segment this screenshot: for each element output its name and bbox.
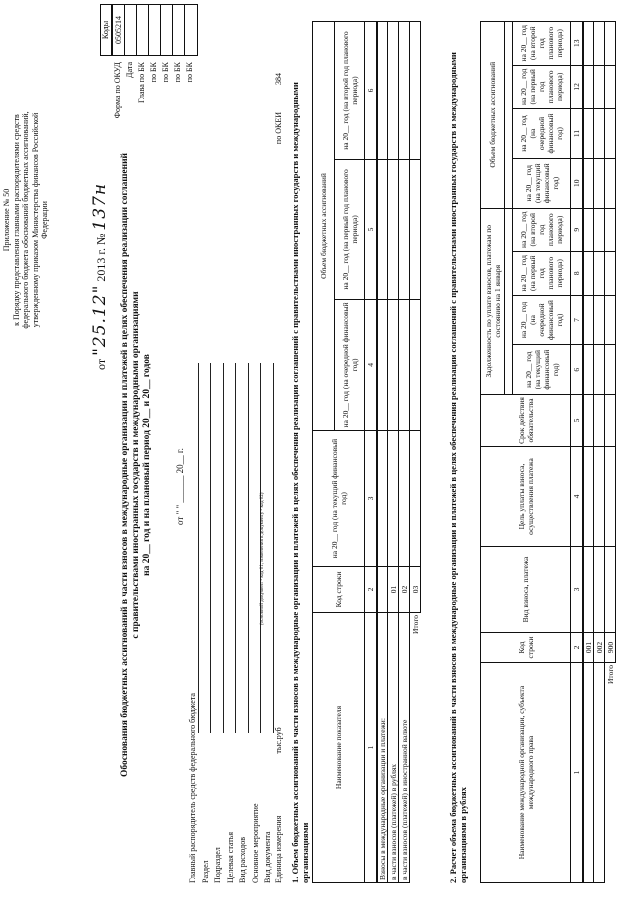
row-code: 01 [388,567,399,613]
column-number: 1 [571,663,583,883]
column-number: 5 [571,395,583,447]
col-v2-header: на 20__ год (на очередной финансовый год) [513,109,571,159]
column-number: 7 [571,295,583,345]
field-line[interactable] [198,363,199,733]
code-label: Глава по БК [137,62,146,103]
value-cell[interactable] [583,547,594,633]
value-cell[interactable] [388,160,399,300]
order-prefix: от [94,358,108,370]
column-number: 3 [571,547,583,633]
value-cell[interactable] [594,208,605,251]
value-cell[interactable] [583,158,594,208]
code-label: по БК [161,62,170,83]
value-cell[interactable] [410,299,421,430]
total-code: 03 [410,567,421,613]
field-line[interactable] [210,363,211,733]
section2-table [480,21,616,883]
code-label: по БК [173,62,182,83]
appendix-line: к Порядку представления главными распорядителями средств [11,114,21,326]
field-label: Основное мероприятие [250,803,260,883]
value-cell[interactable] [594,547,605,633]
column-number: 13 [571,22,583,66]
value-cell[interactable] [594,295,605,345]
table-row [399,22,410,883]
column-number: 4 [365,299,377,430]
value-cell[interactable] [605,65,616,109]
value-cell[interactable] [583,22,594,66]
row-name: в части взносов (платежей) в рублях [388,613,399,883]
value-cell[interactable] [605,547,616,633]
table-row [388,22,399,883]
field-row [213,363,226,883]
table-row [377,22,388,883]
col-code-header: Код строки [481,633,571,663]
field-row [226,363,239,883]
value-cell[interactable] [594,109,605,159]
unit-label: Единица измерения [274,815,283,883]
value-cell[interactable] [605,109,616,159]
codes-box [112,4,198,56]
appendix-line: утвержденному приказом Министерства финансов Российской [30,112,40,328]
document-title [120,85,153,845]
value-cell[interactable] [399,22,410,160]
col-term-header: Срок действия обязательства [481,395,571,447]
total-row [410,22,421,883]
section1-title: 1. Объем бюджетных ассигнований в части взносов в международные организации и платежей в целях обеспечения реализации соглашений с правительствами иностранных государств и международными организациями [290,82,310,883]
value-cell[interactable] [594,22,605,66]
column-number: 3 [365,431,377,567]
row-code [377,567,388,613]
value-cell[interactable] [388,431,399,567]
value-cell[interactable] [377,299,388,430]
value-cell[interactable] [377,431,388,567]
section2-title: 2. Расчет объема бюджетных ассигнований в части взносов в международные организации и платежей в целях обеспечения реализации соглашений с правительствами иностранных государств и международными организациями в рублях [448,52,468,883]
col-y1-header: на 20__ год (на текущий финансовый год) [313,431,365,567]
field-label: Целевая статья [225,831,235,883]
value-cell[interactable] [583,447,594,547]
value-cell[interactable] [583,295,594,345]
value-cell[interactable] [594,158,605,208]
column-number: 1 [365,613,377,883]
col-v3-header: на 20__ год (на первый год планового периода) [513,65,571,109]
field-line[interactable] [223,363,224,733]
value-cell[interactable] [399,160,410,300]
order-reference [90,40,110,370]
col-v1-header: на 20__ год (на текущий финансовый год) [513,158,571,208]
field-row [188,363,201,883]
column-number: 8 [571,252,583,296]
unit-value: тыс.руб [274,727,283,754]
code-value [161,5,173,55]
column-number: 10 [571,158,583,208]
col-d3-header: на 20__ год (на первый год планового периода) [513,252,571,296]
table-row [583,22,594,883]
total-label: Итого [410,613,421,883]
value-cell[interactable] [605,252,616,296]
col-debt-header: Задолженность по уплате взносов, платежам по состоянию на 1 января [481,208,505,394]
row-code: 002 [594,633,605,663]
code-value [185,5,197,55]
value-cell[interactable] [605,208,616,251]
column-number: 5 [365,160,377,300]
value-cell[interactable] [594,65,605,109]
column-number: 12 [571,65,583,109]
column-number: 2 [571,633,583,663]
value-cell[interactable] [399,431,410,567]
okei-value: 384 [274,73,283,85]
value-cell[interactable] [605,345,616,395]
title-line: с правительствами иностранных государств и международными организациями [131,291,141,639]
title-line: на 20__ год и на плановый период 20__ и 20__ годов [142,354,152,576]
appendix-block [2,0,50,440]
col-kind-header: Вид взноса, платежа [481,547,571,633]
total-row [605,22,616,883]
okei-row [274,56,283,144]
value-cell[interactable] [594,395,605,447]
code-value [149,5,161,55]
code-label: по БК [149,62,158,83]
col-d1-header: на 20__ год (на текущий финансовый год) [513,345,571,395]
code-label: Дата [125,62,134,78]
value-cell[interactable] [377,22,388,160]
title-line: Обоснования бюджетных ассигнований в части взносов в международные организации и платежей в целях обеспечения реализации соглашений [120,152,130,778]
row-name: в части взносов (платежей) в иностранной валюте [399,613,410,883]
code-value [137,5,149,55]
unit-row [274,727,283,883]
value-cell[interactable] [583,252,594,296]
column-number: 6 [571,345,583,395]
value-cell[interactable] [377,160,388,300]
field-line[interactable] [248,363,249,733]
value-cell[interactable] [410,22,421,160]
column-number: 6 [365,22,377,160]
row-code: 02 [399,567,410,613]
total-code: 900 [605,633,616,663]
order-year: 2013 г. № [94,233,108,282]
document-date: от " " ______ 20__ г. [175,448,185,525]
col-code-header: Код строки [313,567,365,613]
column-number: 2 [365,567,377,613]
col-y3-header: на 20__ год (на первый год планового периода) [335,160,365,300]
appendix-number: Приложение № 50 [2,188,11,252]
appendix-line: федерального бюджета обоснований бюджетных ассигнований, [21,111,30,329]
col-volume-header: Объем бюджетных ассигнований [481,22,505,209]
value-cell[interactable] [605,295,616,345]
code-value [125,5,137,55]
col-org-header: Наименование международной организации, субъекта международного права [481,663,571,883]
value-cell[interactable] [388,299,399,430]
column-number: 11 [571,109,583,159]
value-cell[interactable] [410,431,421,567]
column-number: 9 [571,208,583,251]
col-volume-header: Объем бюджетных ассигнований [313,22,335,431]
col-name-header: Наименование показателя [313,613,365,883]
value-cell[interactable] [583,65,594,109]
value-cell[interactable] [583,208,594,251]
col-d2-header: на 20__ год (на очередной финансовый год) [513,295,571,345]
code-label: по БК [185,62,194,83]
col-y2-header: на 20__ год (на очередной финансовый год) [335,299,365,430]
col-purpose-header: Цель уплаты взноса, осуществления платежа [481,447,571,547]
total-label: Итого [605,663,616,883]
column-number: 4 [571,447,583,547]
col-y4-header: на 20__ год (на второй год планового периода) [335,22,365,160]
col-d4-header: на 20__ год (на второй год планового периода) [513,208,571,251]
field-label: Главный распорядитель средств федерального бюджета [188,693,197,883]
org-cell[interactable] [594,663,605,883]
section1-table [312,21,421,883]
value-cell[interactable] [594,345,605,395]
field-label: Вид документа [263,831,272,883]
org-cell[interactable] [583,663,594,883]
field-line[interactable] [273,363,274,733]
value-cell[interactable] [594,447,605,547]
code-value: 0505214 [113,5,125,55]
order-number: 137н [90,182,110,231]
code-label: Форма по ОКУД [113,62,122,119]
value-cell[interactable] [583,345,594,395]
okei-label: по ОКЕИ [274,112,283,145]
row-code: 001 [583,633,594,663]
value-cell[interactable] [605,158,616,208]
value-cell[interactable] [410,160,421,300]
value-cell[interactable] [583,395,594,447]
value-cell[interactable] [605,447,616,547]
field-label: Подраздел [213,847,222,883]
col-v4-header: на 20__ год (на второй год планового периода) [513,22,571,66]
field-line[interactable] [235,363,236,733]
field-label: Раздел [200,860,210,883]
value-cell[interactable] [388,22,399,160]
value-cell[interactable] [594,252,605,296]
row-name: Взносы в международные организации и платежи: [377,613,388,883]
value-cell[interactable] [605,22,616,66]
value-cell[interactable] [605,395,616,447]
table-row [594,22,605,883]
field-label: Вид расходов [238,837,247,883]
codes-header: Коды [100,4,112,56]
code-value [173,5,185,55]
field-row [238,363,251,883]
appendix-line: Федерации [40,201,49,239]
value-cell[interactable] [399,299,410,430]
field-row [201,363,214,883]
order-date: "25.12" [90,284,110,356]
value-cell[interactable] [583,109,594,159]
document-type-note: (основной документ - код 01; изменения к документу - код 02) [260,492,265,625]
